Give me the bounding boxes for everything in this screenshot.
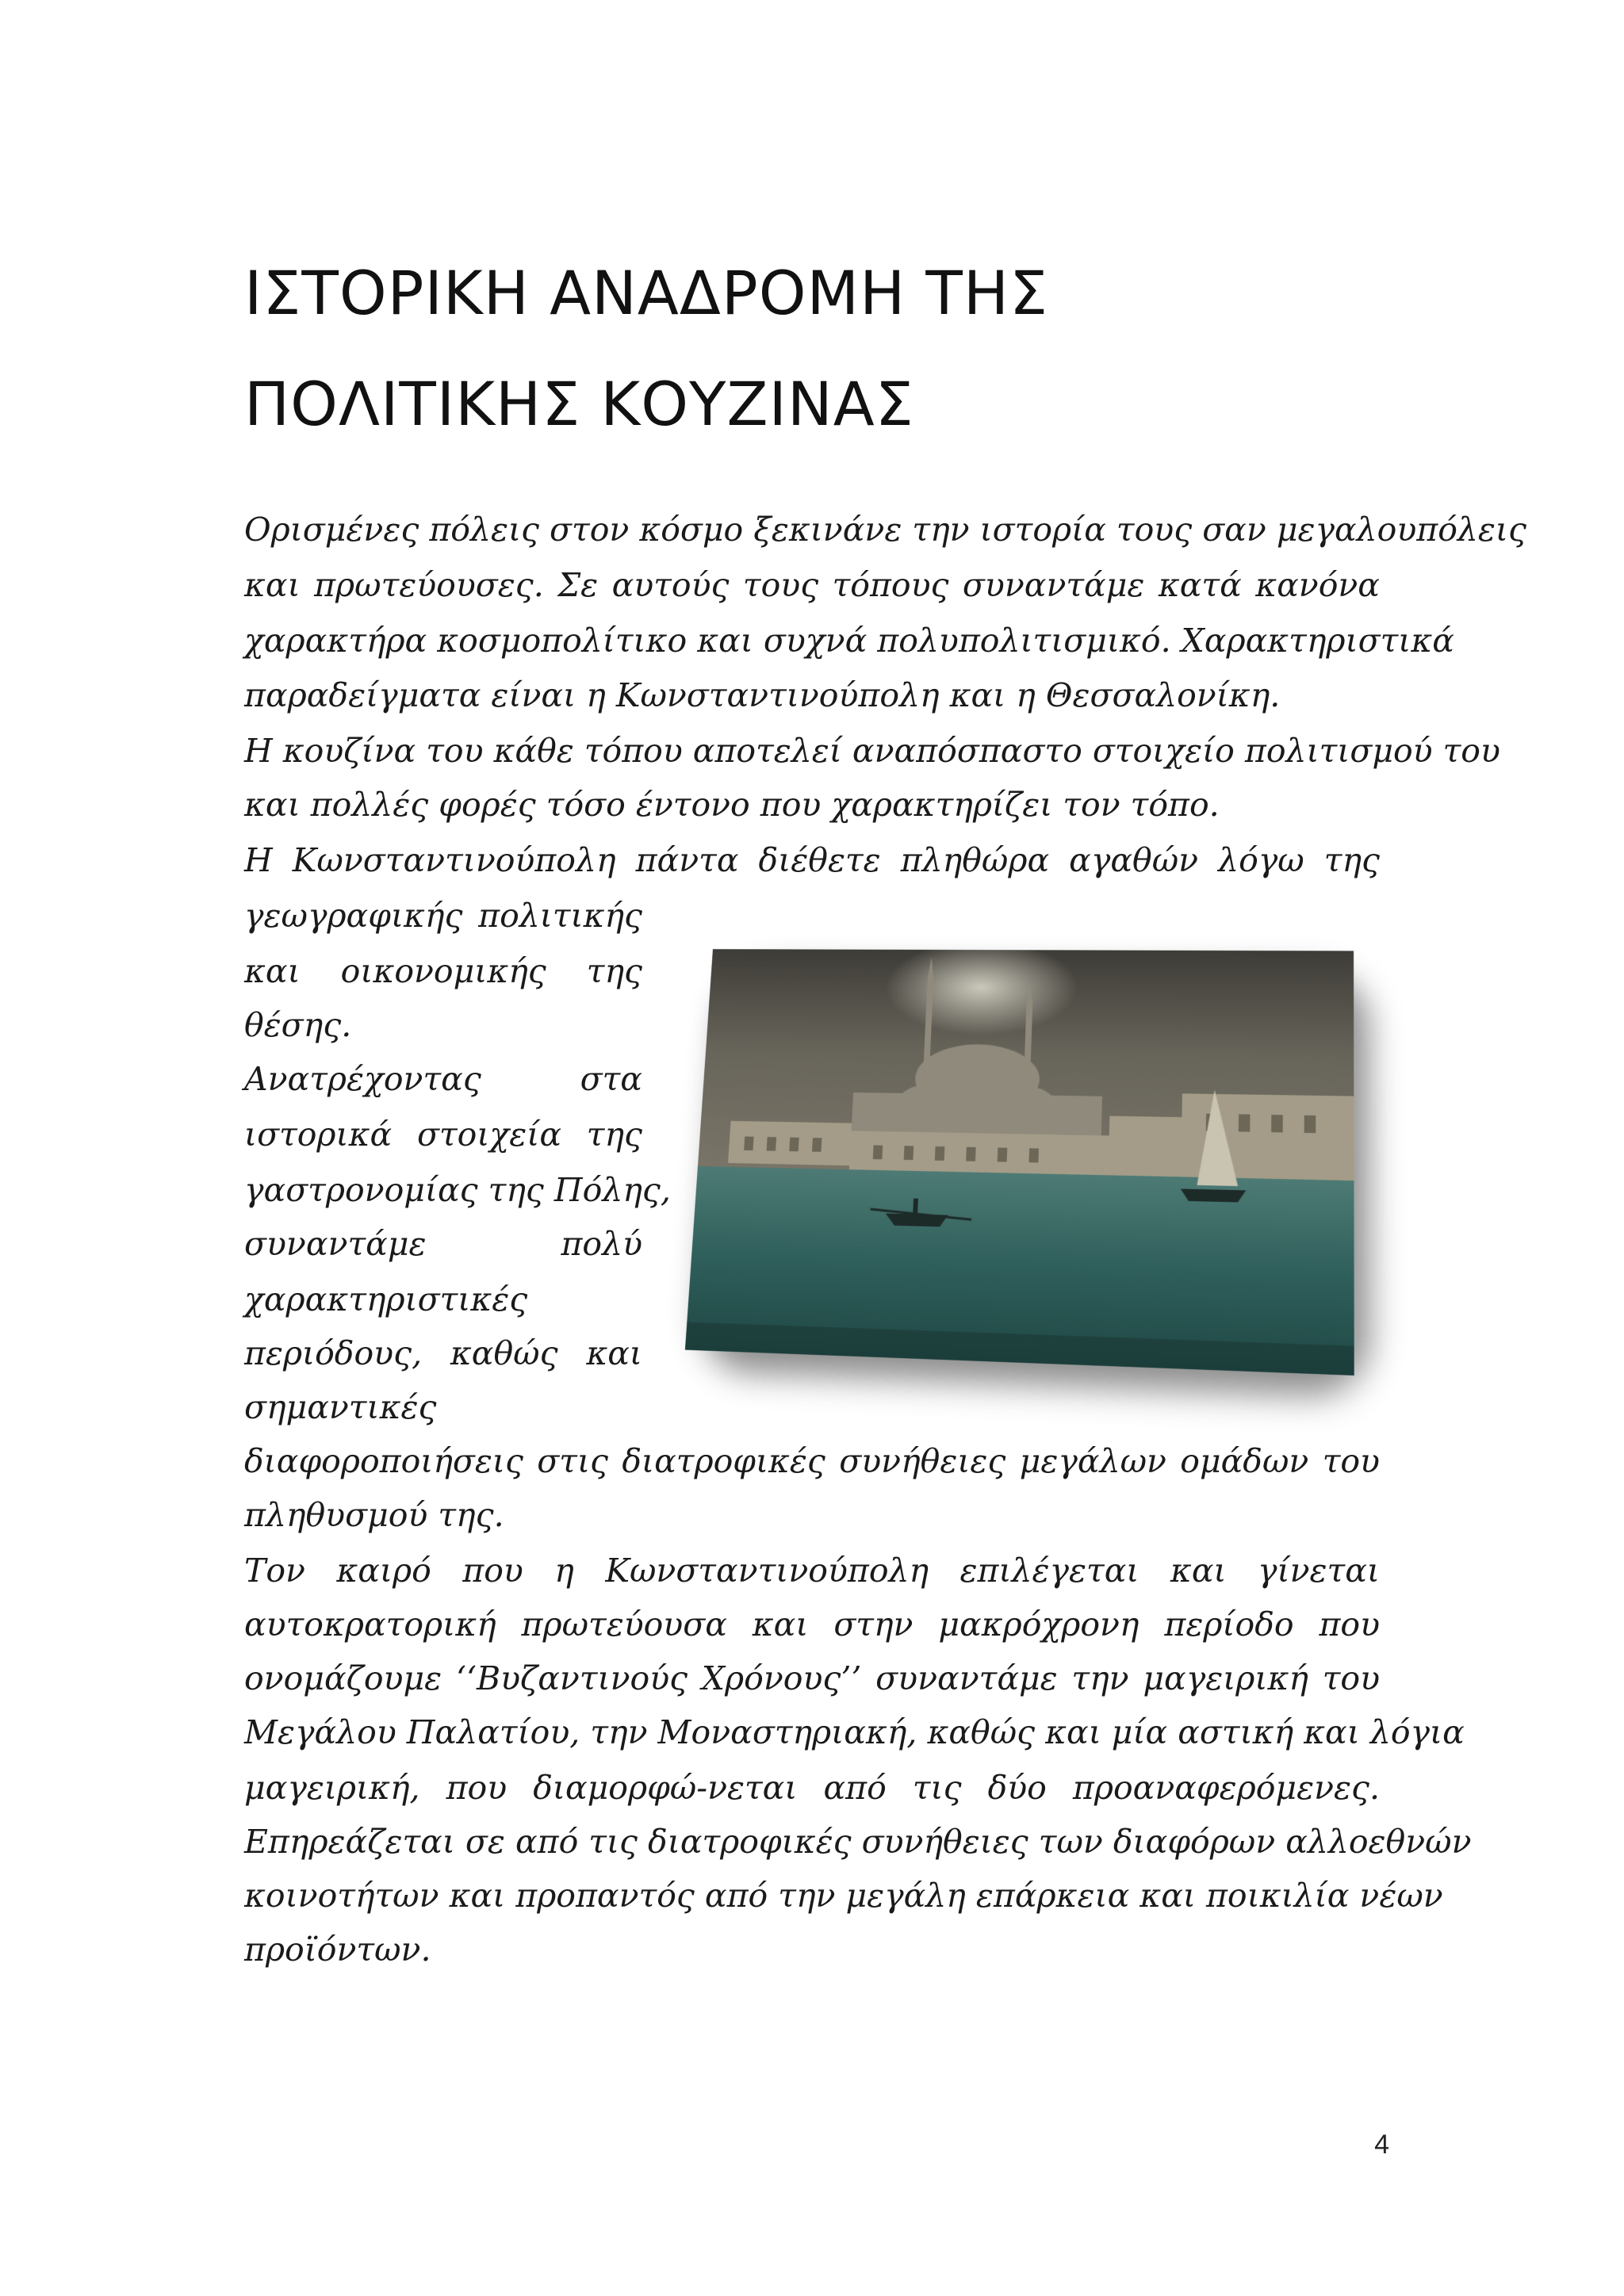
body-line: μαγειρική, που διαμορφώ-νεται από τις δύο προαναφερόμενες. (244, 1769, 1380, 1807)
body-line: Ανατρέχοντας στα (244, 1060, 642, 1098)
constantinople-photo (685, 949, 1354, 1376)
body-line: Τον καιρό που η Κωνσταντινούπολη επιλέγεται και γίνεται (244, 1552, 1380, 1590)
title-line-1: ΙΣΤΟΡΙΚΗ ΑΝΑΔΡΟΜΗ ΤΗΣ (244, 258, 1049, 328)
body-line: ιστορικά στοιχεία της (244, 1115, 642, 1154)
body-line: Η κουζίνα του κάθε τόπου αποτελεί αναπόσπαστο στοιχείο πολιτισμού του (244, 732, 1500, 770)
page-title (244, 238, 1434, 460)
body-line: χαρακτηριστικές (244, 1280, 528, 1318)
body-line: συναντάμε πολύ (244, 1225, 642, 1263)
body-line: περιόδους, καθώς και (244, 1334, 642, 1372)
body-line: ονομάζουμε ‘‘Βυζαντινούς Χρόνους’’ συναντάμε την μαγειρική του (244, 1659, 1380, 1697)
body-line: κοινοτήτων και προπαντός από την μεγάλη επάρκεια και ποικιλία νέων (244, 1877, 1443, 1915)
body-line: Μεγάλου Παλατίου, την Μοναστηριακή, καθώς και μία αστική και λόγια (244, 1713, 1465, 1751)
body-line: προϊόντων. (244, 1931, 431, 1969)
body-line: και οικονομικής της (244, 952, 642, 990)
body-line: Επηρεάζεται σε από τις διατροφικές συνήθειες των διαφόρων αλλοεθνών (244, 1823, 1472, 1861)
body-line: και πρωτεύουσες. Σε αυτούς τους τόπους συναντάμε κατά κανόνα (244, 566, 1380, 604)
body-line: Ορισμένες πόλεις στον κόσμο ξεκινάνε την ιστορία τους σαν μεγαλουπόλεις (244, 511, 1526, 549)
body-line: και πολλές φορές τόσο έντονο που χαρακτηρίζει τον τόπο. (244, 786, 1220, 824)
body-line: πληθυσμού της. (244, 1496, 504, 1534)
body-line: χαρακτήρα κοσμοπολίτικο και συχνά πολυπολιτισμικό. Χαρακτηριστικά (244, 622, 1454, 660)
body-line: γεωγραφικής πολιτικής (244, 897, 642, 935)
page-number: 4 (1374, 2130, 1389, 2160)
body-line: γαστρονομίας της Πόλης, (244, 1171, 671, 1209)
body-line: Η Κωνσταντινούπολη πάντα διέθετε πληθώρα αγαθών λόγω της (244, 841, 1380, 879)
body-line: θέσης. (244, 1006, 352, 1044)
body-line: παραδείγματα είναι η Κωνσταντινούπολη και η Θεσσαλονίκη. (244, 676, 1281, 714)
body-line: διαφοροποιήσεις στις διατροφικές συνήθειες μεγάλων ομάδων του (244, 1442, 1380, 1480)
title-line-2: ΠΟΛΙΤΙΚΗΣ ΚΟΥΖΙΝΑΣ (244, 369, 914, 439)
body-line: αυτοκρατορική πρωτεύουσα και στην μακρόχρονη περίοδο που (244, 1605, 1380, 1644)
body-line: σημαντικές (244, 1388, 437, 1426)
